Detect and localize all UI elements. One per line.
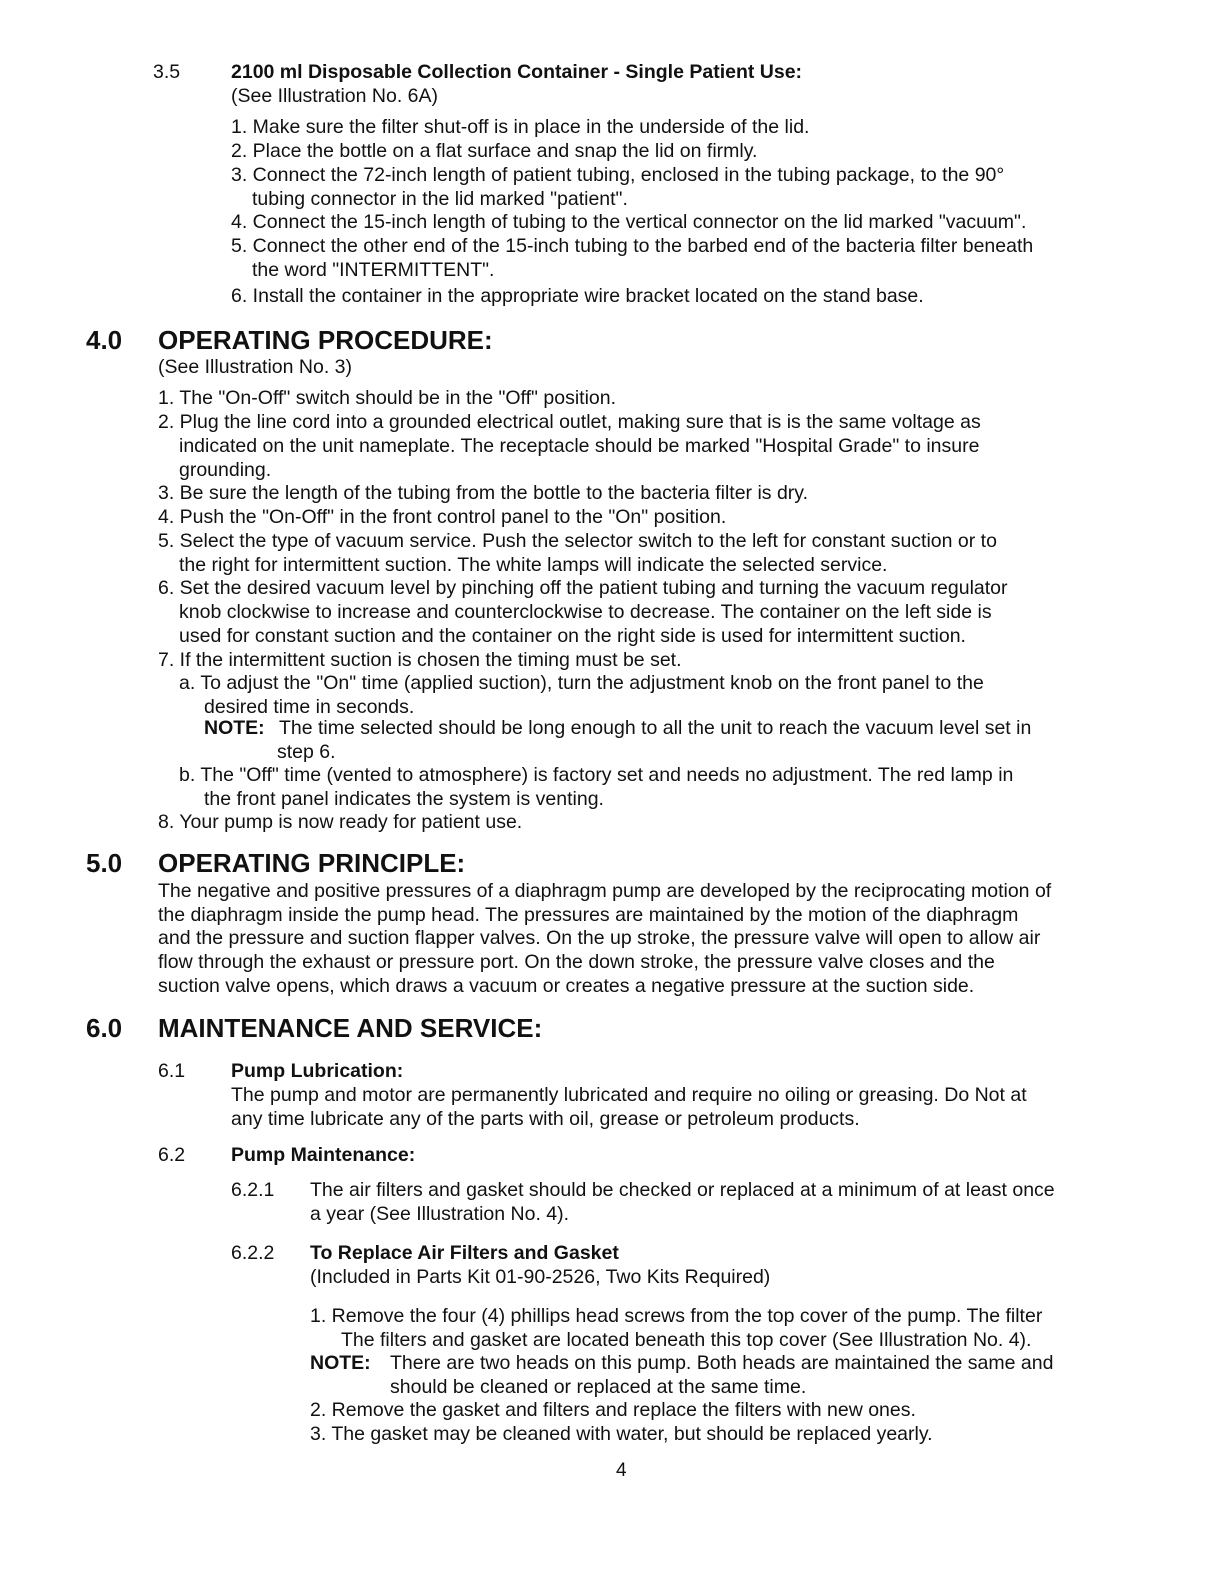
section-number-4-0: 4.0 <box>86 325 123 355</box>
list-item: 3. Be sure the length of the tubing from the bottle to the bacteria filter is dry. <box>158 482 809 504</box>
list-item-continued: grounding. <box>179 459 272 481</box>
paragraph-line: any time lubricate any of the parts with oil, grease or petroleum products. <box>231 1108 860 1130</box>
section-number-6-2-2: 6.2.2 <box>231 1242 275 1264</box>
note-text: The time selected should be long enough to all the unit to reach the vacuum level set in <box>279 717 1032 739</box>
paragraph-line: flow through the exhaust or pressure port. On the down stroke, the pressure valve closes and the <box>158 951 995 973</box>
page-number: 4 <box>616 1460 627 1481</box>
list-item: 1. The "On-Off" switch should be in the "Off" position. <box>158 387 617 409</box>
paragraph-line: and the pressure and suction flapper valves. On the up stroke, the pressure valve will open to allow air <box>158 927 1041 949</box>
list-item-continued: the word "INTERMITTENT". <box>252 259 495 281</box>
sub-list-item: a. To adjust the "On" time (applied suction), turn the adjustment knob on the front panel to the <box>179 672 984 694</box>
paragraph-line: a year (See Illustration No. 4). <box>310 1203 570 1225</box>
section-see-ref-4-0: (See Illustration No. 3) <box>158 356 353 378</box>
section-title-3-5: 2100 ml Disposable Collection Container - Single Patient Use: <box>231 61 803 83</box>
list-item: 5. Select the type of vacuum service. Push the selector switch to the left for constant suction or to <box>158 530 997 552</box>
section-number-6-2-1: 6.2.1 <box>231 1179 275 1201</box>
paragraph-line: the diaphragm inside the pump head. The pressures are maintained by the motion of the diaphragm <box>158 904 1019 926</box>
list-item: 5. Connect the other end of the 15-inch tubing to the barbed end of the bacteria filter beneath <box>231 235 1034 257</box>
list-item-continued: indicated on the unit nameplate. The receptacle should be marked "Hospital Grade" to insure <box>179 435 980 457</box>
sub-list-item-continued: the front panel indicates the system is venting. <box>204 788 604 810</box>
section-heading-5-0: OPERATING PRINCIPLE: <box>158 848 466 878</box>
list-item-continued: tubing connector in the lid marked "patient". <box>252 188 628 210</box>
section-see-ref-3-5: (See Illustration No. 6A) <box>231 85 439 107</box>
note-text-continued: should be cleaned or replaced at the same time. <box>390 1376 807 1398</box>
section-number-6-0: 6.0 <box>86 1013 123 1043</box>
section-number-3-5: 3.5 <box>153 61 181 83</box>
list-item-continued: the right for intermittent suction. The white lamps will indicate the selected service. <box>179 554 888 576</box>
paragraph-line: The air filters and gasket should be checked or replaced at a minimum of at least once <box>310 1179 1055 1201</box>
list-item-continued: knob clockwise to increase and counterclockwise to decrease. The container on the left side is <box>179 601 992 623</box>
paragraph-line: suction valve opens, which draws a vacuum or creates a negative pressure at the suction side. <box>158 975 975 997</box>
list-item: 2. Remove the gasket and filters and replace the filters with new ones. <box>310 1399 916 1421</box>
note-label: NOTE: <box>204 717 265 739</box>
list-item: 4. Connect the 15-inch length of tubing to the vertical connector on the lid marked "vacuum". <box>231 211 1027 233</box>
note-text: There are two heads on this pump. Both heads are maintained the same and <box>390 1352 1054 1374</box>
list-item-continued: The filters and gasket are located beneath this top cover (See Illustration No. 4). <box>341 1329 1032 1351</box>
sub-list-item: b. The "Off" time (vented to atmosphere) is factory set and needs no adjustment. The red lamp in <box>179 764 1014 786</box>
section-heading-6-0: MAINTENANCE AND SERVICE: <box>158 1013 543 1043</box>
list-item: 7. If the intermittent suction is chosen the timing must be set. <box>158 649 682 671</box>
section-title-6-2: Pump Maintenance: <box>231 1144 416 1166</box>
section-number-6-1: 6.1 <box>158 1060 186 1082</box>
list-item: 2. Place the bottle on a flat surface and snap the lid on firmly. <box>231 140 758 162</box>
section-title-6-2-2: To Replace Air Filters and Gasket <box>310 1242 619 1264</box>
paragraph-line: The pump and motor are permanently lubricated and require no oiling or greasing. Do Not at <box>231 1084 1027 1106</box>
list-item: 3. The gasket may be cleaned with water, but should be replaced yearly. <box>310 1423 933 1445</box>
sub-list-item-continued: desired time in seconds. <box>204 696 415 718</box>
section-title-6-1: Pump Lubrication: <box>231 1060 404 1082</box>
section-subtitle-6-2-2: (Included in Parts Kit 01-90-2526, Two Kits Required) <box>310 1266 771 1288</box>
list-item: 4. Push the "On-Off" in the front control panel to the "On" position. <box>158 506 727 528</box>
section-number-6-2: 6.2 <box>158 1144 186 1166</box>
list-item: 1. Remove the four (4) phillips head screws from the top cover of the pump. The filter <box>310 1305 1043 1327</box>
list-item: 2. Plug the line cord into a grounded electrical outlet, making sure that is is the same voltage as <box>158 411 981 433</box>
list-item: 6. Install the container in the appropriate wire bracket located on the stand base. <box>231 285 924 307</box>
list-item: 1. Make sure the filter shut-off is in place in the underside of the lid. <box>231 116 810 138</box>
section-heading-4-0: OPERATING PROCEDURE: <box>158 325 493 355</box>
section-number-5-0: 5.0 <box>86 848 123 878</box>
paragraph-line: The negative and positive pressures of a diaphragm pump are developed by the reciprocating motion of <box>158 880 1052 902</box>
note-label: NOTE: <box>310 1352 371 1374</box>
list-item: 6. Set the desired vacuum level by pinching off the patient tubing and turning the vacuum regulator <box>158 577 1008 599</box>
list-item: 8. Your pump is now ready for patient use. <box>158 811 523 833</box>
list-item-continued: used for constant suction and the container on the right side is used for intermittent suction. <box>179 625 966 647</box>
note-text-continued: step 6. <box>277 741 336 763</box>
list-item: 3. Connect the 72-inch length of patient tubing, enclosed in the tubing package, to the 90° <box>231 164 1005 186</box>
